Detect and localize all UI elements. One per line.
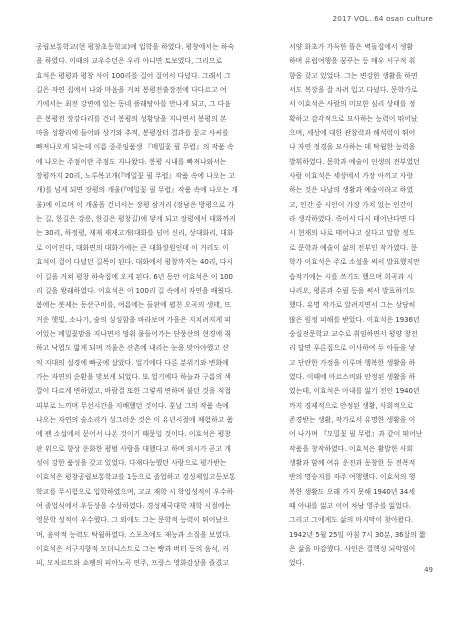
text-line: 깔이 다르게 변하였고, 바람결 또한 그렇게 변하며 불던 것을 직접: [36, 387, 231, 396]
text-line: 숭실전문학교 교수로 취임하면서 평양 창전: [289, 329, 418, 338]
text-line: 향을 갖고 있었다. 그는 변강한 생활을 하면: [289, 71, 418, 80]
text-line: 확하고 감각적으로 묘사하는 능력이 뛰어났: [289, 114, 418, 123]
text-line: 공립보통학교(현 평창초등학교)에 입학을 하였다. 평창에서는 하숙: [36, 43, 235, 51]
left-text-column: [36, 40, 276, 571]
text-line: 하며 유럽여행을 꿈꾸는 등 매우 서구적 취: [289, 57, 416, 66]
text-line: 은 봉평전 장강다리를 건너 봉평의 성황당을 지나면서 봉평의 본: [36, 114, 227, 123]
text-line: 였는데, 이효석은 아내를 잃기 전인 1940년: [289, 387, 420, 396]
text-line: 영문학 성적이 우수했다. 그 외에도 그는 문학적 능력이 뛰어났으: [36, 516, 229, 525]
text-line: 에 나오는 주점이란 주점도 지나왔다. 봉평 시내를 빠져나와서는: [36, 157, 227, 166]
text-line: 작품을 창작하였다. 이효석은 활발한 사회: [289, 444, 414, 453]
text-line: 피부로 느끼며 무선시간을 지배했던 것이다. 훗날 그의 작품 속에: [36, 401, 229, 410]
text-line: 많은 원정 피해를 받았다. 이효석은 1936년: [289, 315, 420, 324]
text-line: 기에서는 최전 강변에 있는 동네 플래탕아를 만나게 되고, 그 다음: [36, 100, 231, 109]
text-line: 이 길을 거쳐 평창 하숙집에 오게 된다. 6년 동안 이효석은 이 100: [36, 272, 233, 281]
text-line: 으며, 세상에 대한 관찰력과 해석력이 뛰어: [289, 129, 416, 138]
text-line: 이효석은 서구지향적 모더니스트로 그는 빵과 버터 등의 음식, 커: [36, 545, 229, 554]
text-line: 여 졸업식에서 우등상을 수상하였다. 경성제국대학 재학 시절에는: [36, 502, 232, 510]
text-line: 빠져나오게 되는데 이름 중주임품생 『메밀꽃 필 무렵』의 작품 속: [36, 143, 234, 152]
text-line: 서양 화초가 가득한 뜰은 벽돌집에서 생활: [289, 43, 414, 51]
text-line: 사람 이효석은 세상에서 가장 아끼고 사랑: [289, 172, 414, 181]
text-line: 피, 모차르트와 쇼팽의 피아노곡 연주, 프랑스 영화감상을 즐겼고: [36, 559, 229, 568]
text-line: 익 지대의 설경에 빠궁에 살았다. 얼기에다 다른 분위기와 변화에: [36, 358, 229, 367]
text-line: 학교를 무시험으로 입학하였으며, 고교 재학 시 학업성적이 우수하: [36, 487, 234, 496]
text-line: 고, 인간 중 시인이 가장 가치 있는 인간이: [289, 200, 414, 209]
text-line: 나오는 자연의 술소리가 싱그러운 것은 이 유년시절에 체험하고 품: [36, 415, 234, 424]
text-line: 효석이 걸어 다녔던 길목이 된다. 대화에서 평창까지는 40리, 다시: [36, 258, 234, 267]
text-line: 길은 자연 집에서 나와 마음을 거쳐 봉평전출장전에 다다르고 여: [36, 86, 227, 95]
text-line: 나 자연 정경을 묘사하는 데 탁월한 능력을: [289, 143, 416, 152]
text-line: 1942년 5월 25일 아침 7시 30분, 36살의 짧: [289, 530, 426, 539]
text-line: 판 위으로 향상 운화한 평범 사람을 대했다고 하며 외시가 곧고 개: [36, 444, 231, 453]
journal-header: 2017 VOL. 64 osan culture: [332, 14, 433, 23]
text-line: 존경받는 생활, 작가로서 유명한 생활을 이: [289, 415, 416, 424]
text-line: 학가 이효석은 주로 소설을 써서 발표했지만: [289, 258, 420, 267]
text-line: 리 달면 푸른집으로 이사하여 두 아들을 낳: [289, 344, 416, 353]
text-line: 었다.: [289, 559, 305, 568]
text-line: 생활과 함께 여유 운전과 동창한 등 전폭적: [289, 458, 416, 467]
text-line: 반의 명승지를 자주 여행했다. 이효석의 행: [289, 473, 416, 482]
text-line: 까지 경제적으로 안정된 생활, 사회적으로: [289, 401, 414, 410]
text-line: 효석은 평평과 평창 사이 100리를 걸어 걸어서 다녔다. 그래서 그: [36, 71, 231, 80]
text-line: 가는 자연의 순환을 맞보게 되었다. 또 얼기에다 하늘과 구름의 색: [36, 372, 231, 381]
text-line: 는 길, 한길은 강릉, 한길은 평창길)에 닿게 되고 장평에서 대화까지: [36, 215, 236, 224]
text-line: 로 이어진다, 대화면의 대화가에는 큰 대화장원인데 이 거리도 이: [36, 243, 229, 252]
page-number: 49: [424, 566, 433, 574]
text-line: 성이 강한 품성을 갖고 있었다. 다재다능했던 사람으로 평가받는: [36, 458, 227, 467]
text-line: 고 단란한 가정을 이루며 행복한 생활을 하: [289, 358, 416, 367]
text-line: 발휘하였다. 문학과 예술이 인생의 전부였던: [289, 157, 420, 166]
text-line: 어있는 메밀꽃밭을 지나면서 멈춰 물들어가는 단풍산의 현경에 취: [36, 329, 232, 338]
text-line: 습작기에는 시를 쓰기도 했으며 희곡과 시: [289, 272, 414, 281]
text-line: 마을 성황리에 들어와 상기와 추적, 봉평장터 결과를 묻고 사씨를: [36, 129, 229, 138]
text-line: 서도 복장을 잘 차려 입고 다녔다. 문학가로: [289, 86, 418, 95]
text-line: 때 아내를 잃고 이어 차남 영주를 잃었다.: [289, 502, 411, 510]
text-line: 시 현재의 나로 태어나고 싶다고 말할 정도: [289, 229, 416, 238]
text-line: 였다. 이때에 아르스비와 안정된 생활을 하: [289, 372, 416, 381]
text-line: 나리오, 평론과 수필 등을 써서 발표하기도: [289, 286, 416, 295]
text-line: 는 30리, 하정평, 재재 재재고개(대화를 넘어 신리, 상대화리, 대화: [36, 229, 234, 238]
text-line: 라 생각하였다. 죽어서 다시 태어난다면 다: [289, 215, 416, 224]
text-line: 장평까지 20리, 노루목고개(『메밀꽃 필 무렵』작품 속에 나오는 고: [36, 172, 236, 181]
text-line: 봄에는 봇제는 동산구비를, 여름에는 들판에 펼친 오곡의 생태, 뜨: [36, 301, 231, 310]
text-line: 을 하였다. 이때의 교우수던은 우리 아니면 토보였다, 그리므로: [36, 57, 223, 66]
text-line: 에 팬 소설에서 묻어서 나온 것이기 때문일 것이다. 이효석은 평창: [36, 430, 231, 439]
text-line: 개)를 넘게 되면 장평의 개울(『메밀꽃 필 무렵』작품 속에 나오는 개: [36, 186, 238, 195]
text-line: 로 문학과 예술이 삶의 전부인 작가였다. 문: [289, 243, 418, 252]
text-line: 복한 생활도 오래 가지 못해 1940년 34세: [289, 487, 415, 496]
text-line: 하는 것은 나날의 생활과 예술이라고 하였: [289, 186, 414, 195]
text-line: 했다. 유명 작가로 알려지면서 그는 상당히: [289, 301, 416, 310]
text-line: 어 나가며 『모밀꽃 필 무렵』과 같이 뛰어난: [289, 430, 423, 439]
text-line: 은 삶을 마감했다. 사인은 결핵성 뇌막염이: [289, 545, 416, 554]
text-line: 서 이효석은 사람의 미묘한 심리 상태를 정: [289, 100, 416, 109]
text-line: 울)에 이르며 이 개울을 건너서는 장평 삼거리 (장남은 방평으로 가: [36, 200, 235, 209]
text-line: 거운 햇빛, 소나기, 숲의 싱싱함을 바라보며 가을은 지치려지게 피: [36, 315, 231, 324]
text-line: 하고 낙엽도 밟게 되며 겨울은 산촌에 내리는 눈을 맞아야했고 산: [36, 344, 229, 353]
text-line: 그리고 그에게도 삶의 마지막이 찾아왔다.: [289, 516, 414, 525]
text-line: 리 길을 왕래하였다. 이효석은 이 100리 길 속에서 자연을 배웠다.: [36, 286, 233, 295]
right-text-column: [289, 40, 433, 571]
text-line: 이효석은 평창공립보통학교를 1등으로 졸업하고 경성제일고등보통: [36, 473, 236, 482]
text-line: 며, 음악적 능력도 탁월하였다. 스포츠에도 재능과 소질을 보였다.: [36, 530, 231, 539]
